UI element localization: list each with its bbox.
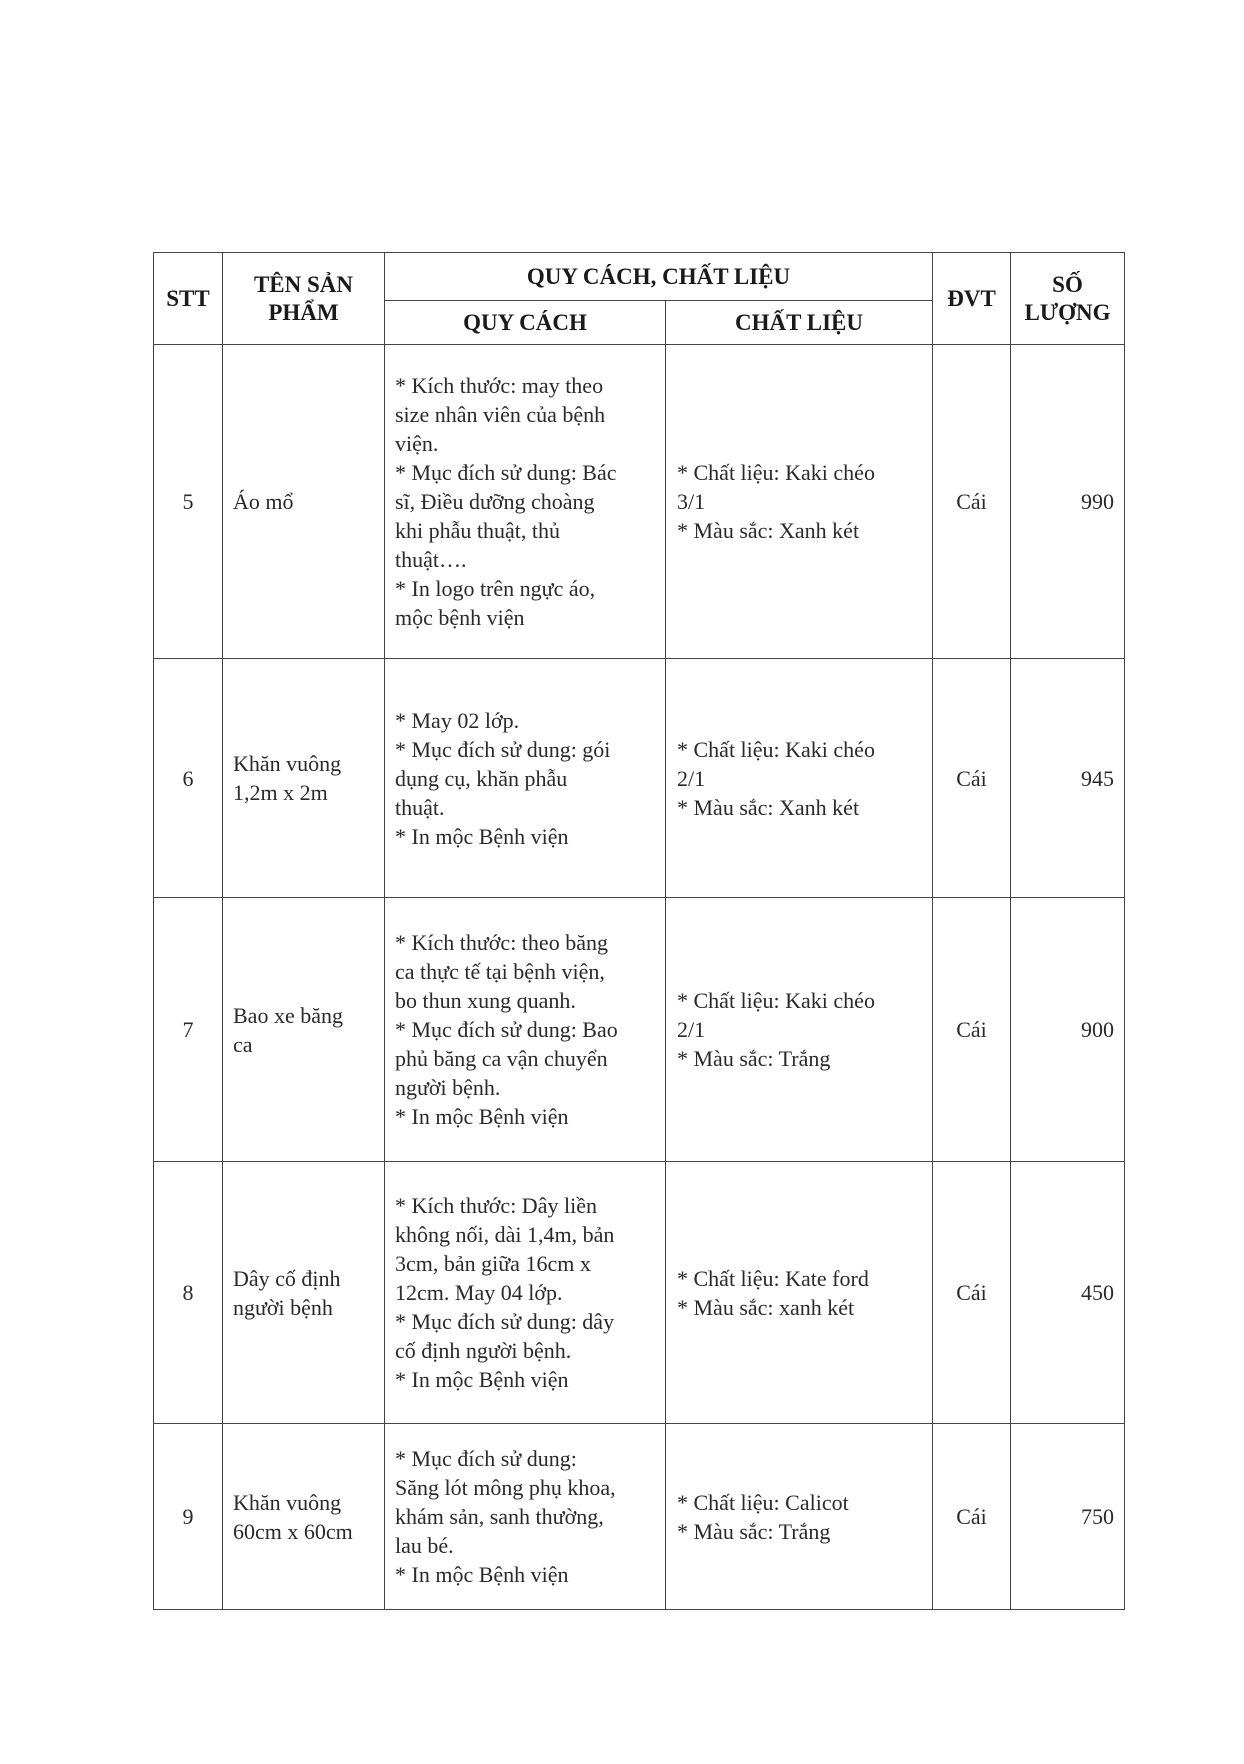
cell-spec-line: * In mộc Bệnh viện bbox=[395, 1104, 569, 1129]
header-unit: ĐVT bbox=[933, 253, 1011, 345]
cell-spec-line: size nhân viên của bệnh bbox=[395, 402, 606, 427]
cell-spec-line: lau bé. bbox=[395, 1533, 454, 1558]
cell-spec bbox=[385, 1162, 666, 1424]
cell-spec-line: Săng lót mông phụ khoa, bbox=[395, 1475, 616, 1500]
cell-material bbox=[666, 659, 933, 898]
cell-product-name-line: Dây cố định bbox=[233, 1265, 341, 1291]
cell-spec-line: * Mục đích sử dung: Bao bbox=[395, 1017, 618, 1042]
table-row bbox=[154, 898, 1125, 1162]
cell-material-line: * Màu sắc: Trắng bbox=[677, 1046, 831, 1071]
cell-spec-line: * Mục đích sử dung: Bác bbox=[395, 460, 617, 485]
cell-spec-line: thuật. bbox=[395, 794, 445, 820]
cell-product-name-line: ca bbox=[233, 1031, 253, 1057]
cell-material-line: * Màu sắc: xanh két bbox=[677, 1294, 855, 1320]
header-product-name-line: TÊN SẢN bbox=[253, 271, 354, 297]
cell-spec-line: sĩ, Điều dưỡng choàng bbox=[395, 489, 595, 514]
cell-product-name bbox=[223, 659, 385, 898]
table-row bbox=[154, 345, 1125, 659]
cell-spec-line: bo thun xung quanh. bbox=[395, 988, 576, 1013]
table-body bbox=[154, 345, 1125, 1610]
cell-material bbox=[666, 1162, 933, 1424]
cell-spec bbox=[385, 345, 666, 659]
cell-product-name bbox=[223, 898, 385, 1162]
cell-quantity: 450 bbox=[1011, 1162, 1125, 1424]
cell-spec bbox=[385, 659, 666, 898]
header-spec-material-group: QUY CÁCH, CHẤT LIỆU bbox=[385, 253, 933, 301]
cell-product-name-line: Bao xe băng bbox=[233, 1002, 343, 1028]
cell-spec-line: cố định người bệnh. bbox=[395, 1338, 572, 1363]
cell-stt: 9 bbox=[154, 1424, 223, 1610]
cell-material-line: 2/1 bbox=[677, 1017, 706, 1042]
cell-spec-line: * In mộc Bệnh viện bbox=[395, 823, 569, 849]
cell-material-line: * Chất liệu: Calicot bbox=[677, 1489, 849, 1515]
cell-stt: 8 bbox=[154, 1162, 223, 1424]
cell-stt: 7 bbox=[154, 898, 223, 1162]
table-row bbox=[154, 1162, 1125, 1424]
cell-spec-line: mộc bệnh viện bbox=[395, 605, 525, 630]
cell-material-line: 3/1 bbox=[677, 489, 706, 514]
cell-spec-line: * May 02 lớp. bbox=[395, 707, 520, 733]
cell-spec-line: * Kích thước: may theo bbox=[395, 373, 604, 398]
cell-spec-line: 12cm. May 04 lớp. bbox=[395, 1280, 563, 1305]
cell-material-line: * Màu sắc: Trắng bbox=[677, 1518, 831, 1544]
cell-spec-line: * Mục đích sử dung: gói bbox=[395, 736, 611, 762]
cell-quantity: 900 bbox=[1011, 898, 1125, 1162]
cell-product-name bbox=[223, 1162, 385, 1424]
cell-spec-line: không nối, dài 1,4m, bản bbox=[395, 1222, 615, 1247]
table-row bbox=[154, 1424, 1125, 1610]
header-product-name bbox=[223, 253, 385, 345]
cell-unit: Cái bbox=[933, 1424, 1011, 1610]
cell-spec-line: thuật…. bbox=[395, 547, 467, 572]
cell-quantity: 990 bbox=[1011, 345, 1125, 659]
cell-spec-line: ca thực tế tại bệnh viện, bbox=[395, 959, 605, 984]
cell-unit: Cái bbox=[933, 659, 1011, 898]
header-material: CHẤT LIỆU bbox=[666, 301, 933, 345]
cell-material-line: * Màu sắc: Xanh két bbox=[677, 794, 860, 820]
cell-spec-line: * Kích thước: Dây liền bbox=[395, 1193, 597, 1218]
header-spec: QUY CÁCH bbox=[385, 301, 666, 345]
cell-material-line: * Màu sắc: Xanh két bbox=[677, 518, 860, 543]
cell-product-name-line: Áo mổ bbox=[233, 489, 294, 514]
cell-material bbox=[666, 898, 933, 1162]
cell-stt: 5 bbox=[154, 345, 223, 659]
cell-spec-line: * Kích thước: theo băng bbox=[395, 930, 608, 955]
cell-product-name-line: 1,2m x 2m bbox=[233, 780, 328, 805]
cell-spec bbox=[385, 898, 666, 1162]
cell-unit: Cái bbox=[933, 1162, 1011, 1424]
cell-spec-line: dụng cụ, khăn phẫu bbox=[395, 765, 568, 791]
cell-material-line: * Chất liệu: Kaki chéo bbox=[677, 460, 875, 485]
cell-product-name bbox=[223, 1424, 385, 1610]
cell-spec-line: 3cm, bản giữa 16cm x bbox=[395, 1251, 591, 1276]
cell-product-name-line: 60cm x 60cm bbox=[233, 1518, 353, 1544]
cell-spec-line: * In mộc Bệnh viện bbox=[395, 1367, 569, 1392]
cell-spec bbox=[385, 1424, 666, 1610]
cell-spec-line: * In logo trên ngực áo, bbox=[395, 576, 596, 601]
cell-quantity: 945 bbox=[1011, 659, 1125, 898]
cell-stt: 6 bbox=[154, 659, 223, 898]
cell-product-name-line: Khăn vuông bbox=[233, 1489, 342, 1515]
header-stt: STT bbox=[154, 253, 223, 345]
cell-material bbox=[666, 345, 933, 659]
cell-spec-line: * Mục đích sử dung: dây bbox=[395, 1309, 615, 1334]
cell-unit: Cái bbox=[933, 345, 1011, 659]
cell-material-line: 2/1 bbox=[677, 765, 706, 791]
cell-material-line: * Chất liệu: Kaki chéo bbox=[677, 736, 875, 762]
cell-spec-line: phủ băng ca vận chuyển bbox=[395, 1046, 608, 1071]
cell-spec-line: người bệnh. bbox=[395, 1075, 501, 1100]
cell-unit: Cái bbox=[933, 898, 1011, 1162]
header-quantity-line: SỐ bbox=[1052, 271, 1083, 297]
cell-spec-line: khi phẫu thuật, thủ bbox=[395, 518, 560, 543]
cell-spec-line: * In mộc Bệnh viện bbox=[395, 1562, 569, 1587]
header-quantity bbox=[1011, 253, 1125, 345]
cell-material-line: * Chất liệu: Kate ford bbox=[677, 1265, 869, 1291]
cell-quantity: 750 bbox=[1011, 1424, 1125, 1610]
cell-spec-line: khám sản, sanh thường, bbox=[395, 1504, 604, 1529]
cell-spec-line: * Mục đích sử dung: bbox=[395, 1446, 577, 1471]
table-row bbox=[154, 659, 1125, 898]
cell-product-name bbox=[223, 345, 385, 659]
cell-product-name-line: người bệnh bbox=[233, 1294, 333, 1320]
cell-spec-line: viện. bbox=[395, 431, 439, 456]
cell-material bbox=[666, 1424, 933, 1610]
cell-product-name-line: Khăn vuông bbox=[233, 751, 342, 776]
cell-material-line: * Chất liệu: Kaki chéo bbox=[677, 988, 875, 1013]
product-spec-table bbox=[153, 252, 1125, 1610]
header-quantity-line: LƯỢNG bbox=[1024, 299, 1111, 325]
header-product-name-line: PHẨM bbox=[268, 299, 339, 325]
